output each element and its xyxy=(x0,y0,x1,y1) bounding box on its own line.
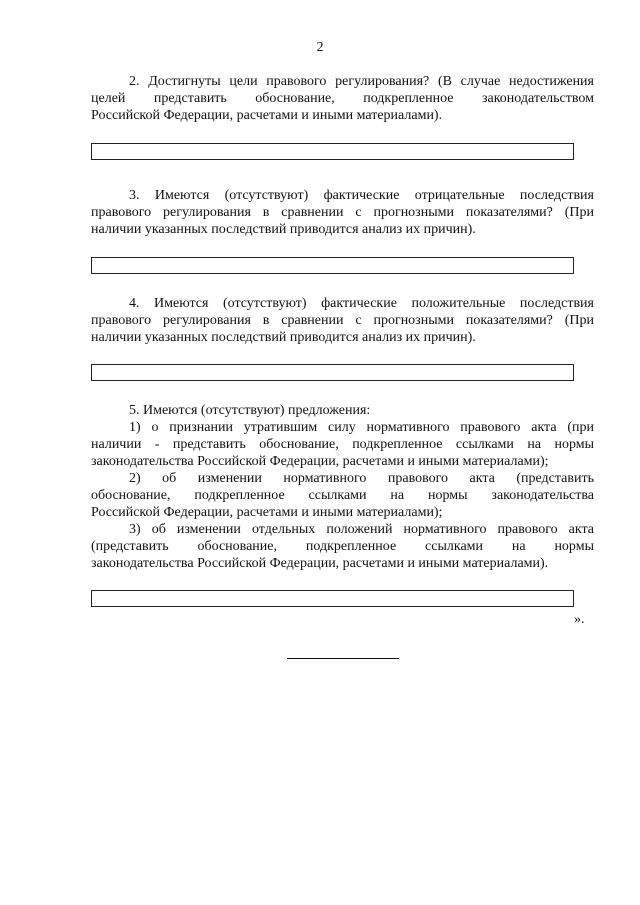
question-3-text xyxy=(91,187,594,238)
question-3-line: правового регулирования в сравнении с прогнозными показателями? (При xyxy=(91,205,594,220)
question-2-answer-field[interactable] xyxy=(91,143,574,160)
page-number: 2 xyxy=(316,40,324,55)
question-2-line: 2. Достигнуты цели правового регулирования? (В случае недостижения xyxy=(129,74,594,89)
question-5-heading: 5. Имеются (отсутствуют) предложения: xyxy=(129,403,371,418)
question-5-line: наличии - представить обоснование, подкрепленное ссылками на нормы xyxy=(91,437,594,452)
question-4-answer-field[interactable] xyxy=(91,364,574,381)
question-5-line: обоснование, подкрепленное ссылками на нормы законодательства xyxy=(91,488,594,503)
question-5-line: законодательства Российской Федерации, расчетами и иными материалами); xyxy=(91,454,549,469)
question-5-line: законодательства Российской Федерации, расчетами и иными материалами). xyxy=(91,556,549,571)
question-2-line: целей представить обоснование, подкрепленное законодательством xyxy=(91,91,594,106)
end-divider xyxy=(287,658,399,659)
question-5-line: (представить обоснование, подкрепленное ссылками на нормы xyxy=(91,539,594,554)
question-5-line: Российской Федерации, расчетами и иными материалами); xyxy=(91,505,443,520)
question-4-text xyxy=(91,295,594,346)
question-5-text xyxy=(91,402,594,572)
question-2-line: Российской Федерации, расчетами и иными материалами). xyxy=(91,108,443,123)
question-2-text xyxy=(91,73,594,124)
question-5-line: 3) об изменении отдельных положений нормативного правового акта xyxy=(129,522,594,537)
question-4-line: правового регулирования в сравнении с прогнозными показателями? (При xyxy=(91,313,594,328)
question-5-line: 1) о признании утратившим силу нормативного правового акта (при xyxy=(129,420,594,435)
question-3-answer-field[interactable] xyxy=(91,257,574,274)
question-4-line: наличии указанных последствий приводится анализ их причин). xyxy=(91,330,476,345)
question-5-line: 2) об изменении нормативного правового акта (представить xyxy=(129,471,594,486)
closing-quote: ». xyxy=(574,612,585,627)
question-3-line: 3. Имеются (отсутствуют) фактические отрицательные последствия xyxy=(129,188,594,203)
question-4-line: 4. Имеются (отсутствуют) фактические положительные последствия xyxy=(129,296,594,311)
question-3-line: наличии указанных последствий приводится анализ их причин). xyxy=(91,222,476,237)
question-5-answer-field[interactable] xyxy=(91,590,574,607)
